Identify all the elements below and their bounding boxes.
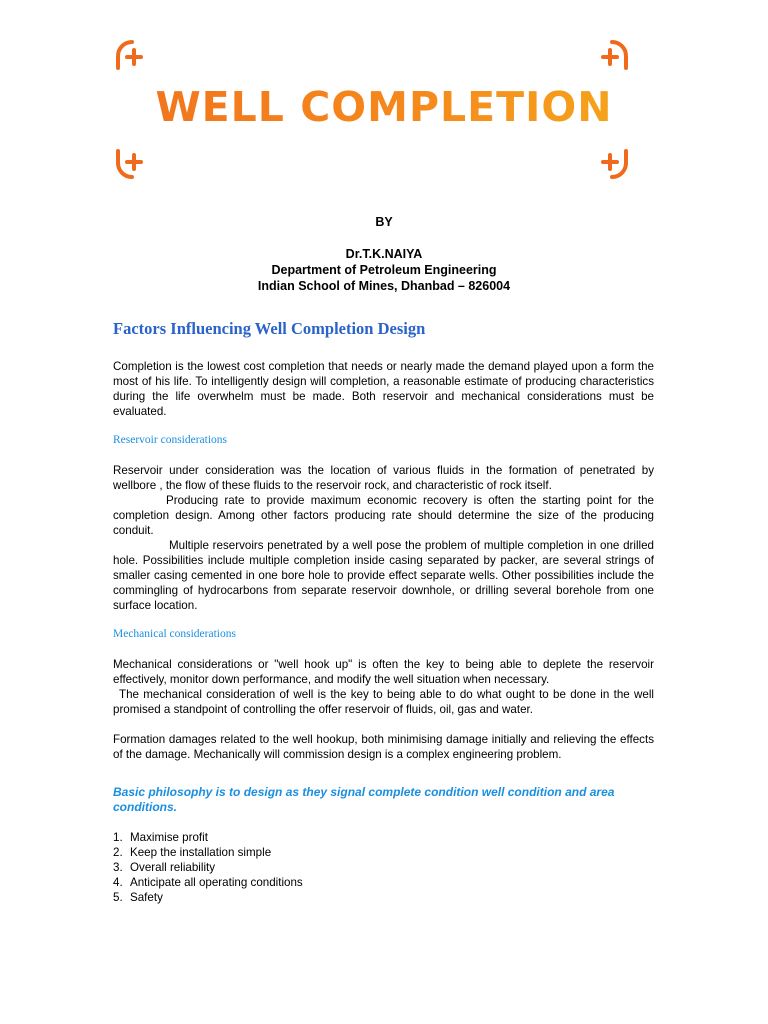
reservoir-paragraph-2: Producing rate to provide maximum economic recovery is often the starting point for the completion design. Among other factors producing rate should determine the size of the producing conduit. [113,494,654,537]
principles-list [113,830,654,905]
mechanical-paragraph-3: Formation damages related to the well hookup, both minimising damage initially and relieving the effects of the damage. Mechanically will commission design is a complex engineering problem. [113,733,654,761]
document-body [113,318,654,905]
author-block [0,214,768,294]
reservoir-paragraph-3: Multiple reservoirs penetrated by a well pose the problem of multiple completion in one drilled hole. Possibilities include multiple completion inside casing separated by packer, are several strings of smaller casing cemented in one bore hole to provide effect separate wells. Other possibilities include the commingling of hydrocarbons from separate reservoir downhole, or drilling several borehole from one surface location. [113,539,654,612]
corner-plus-icon-top-right [594,38,630,74]
corner-plus-icon-bottom-left [114,145,150,181]
list-item: 4. Anticipate all operating conditions [113,876,303,889]
list-item: 2. Keep the installation simple [113,846,272,859]
author-department: Department of Petroleum Engineering [271,263,497,277]
corner-plus-icon-bottom-right [594,145,630,181]
by-label: BY [375,215,393,229]
intro-paragraph: Completion is the lowest cost completion that needs or nearly made the demand played upon a form the most of his life. To intelligently design will completion, a reasonable estimate of producing characteristics during the life overwhelm must be made. Both reservoir and mechanical considerations must be evaluated. [113,360,654,418]
list-item: 1. Maximise profit [113,831,208,844]
philosophy-statement: Basic philosophy is to design as they signal complete condition well condition and area conditions. [113,785,615,814]
document-title: WELL COMPLETION [0,82,768,132]
mechanical-heading: Mechanical considerations [113,628,236,640]
author-institution: Indian School of Mines, Dhanbad – 826004 [257,279,511,293]
reservoir-heading: Reservoir considerations [113,434,228,446]
mechanical-paragraph-1: Mechanical considerations or "well hook up" is often the key to being able to deplete the reservoir effectively, monitor down performance, and modify the well situation when necessary. [113,658,654,686]
mechanical-paragraph-2: The mechanical consideration of well is the key to being able to do what ought to be done in the well promised a standpoint of controlling the offer reservoir of fluids, oil, gas and water. [113,688,654,716]
corner-plus-icon-top-left [114,38,150,74]
paragraph-gap [113,717,654,732]
author-name: Dr.T.K.NAIYA [345,247,423,261]
reservoir-paragraph-1: Reservoir under consideration was the location of various fluids in the formation of penetrated by wellbore , the flow of these fluids to the reservoir rock, and characteristic of rock itself. [113,464,654,492]
list-item: 3. Overall reliability [113,861,216,874]
title-banner [0,0,768,200]
list-item: 5. Safety [113,891,163,904]
section-title: Factors Influencing Well Completion Design [113,319,426,338]
